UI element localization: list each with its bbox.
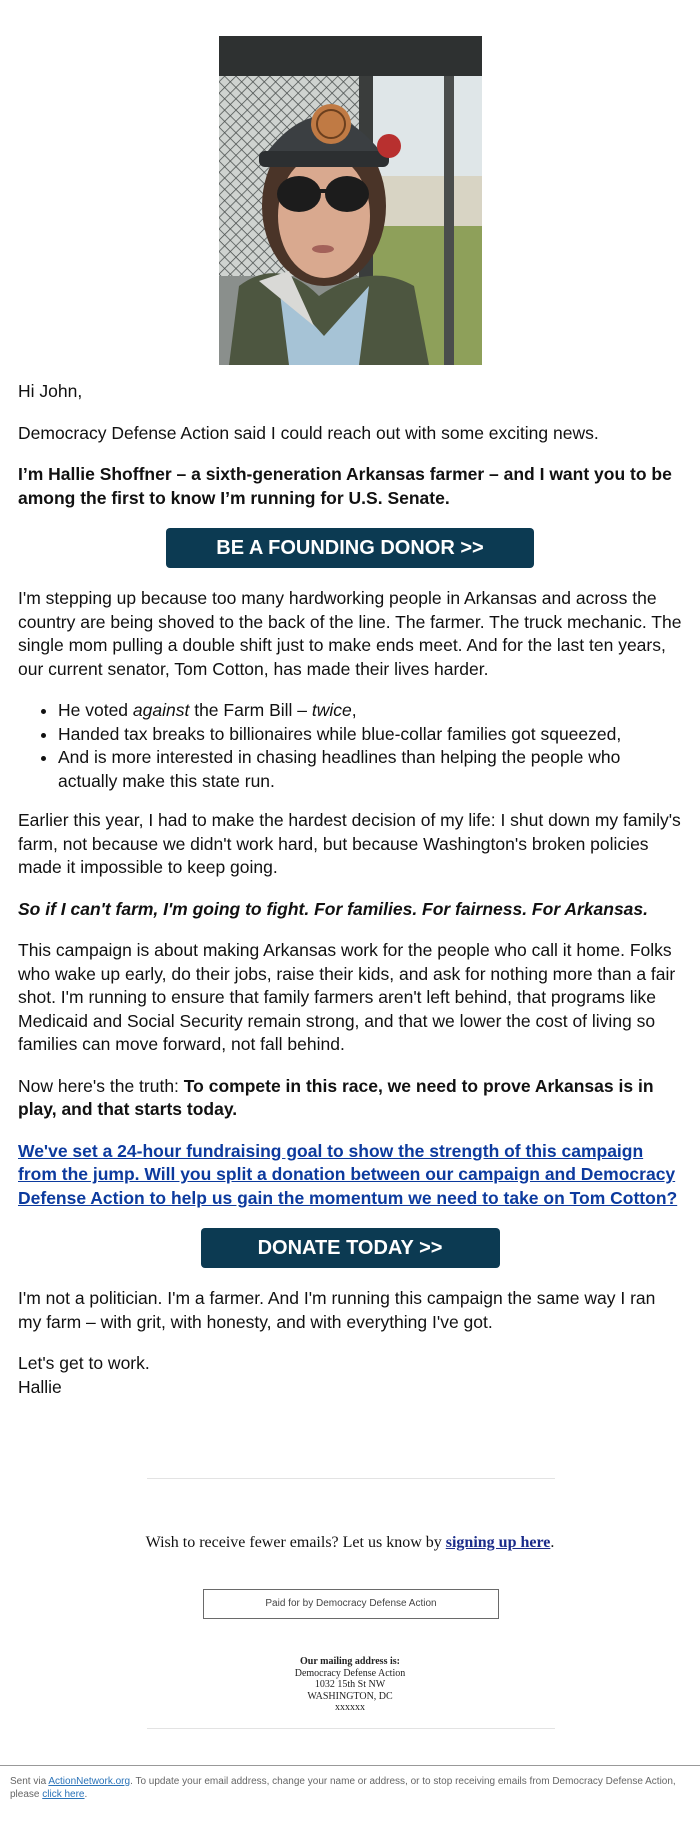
paid-for-box: Paid for by Democracy Defense Action [203, 1589, 499, 1619]
list-item: • Handed tax breaks to billionaires while blue-collar families got squeezed, [58, 723, 682, 747]
actionnetwork-link[interactable]: ActionNetwork.org [48, 1776, 131, 1787]
cotton-record-list [18, 699, 682, 793]
founding-donor-button[interactable]: BE A FOUNDING DONOR >> [166, 528, 534, 568]
ask-paragraph [18, 1140, 682, 1211]
divider [147, 1478, 555, 1479]
donation-ask-link[interactable]: We've set a 24-hour fundraising goal to show the strength of this campaign from the jump. Will you split a donation between our campaign and Democracy Defense Action to help us gain the momentum we need to take on Tom Cotton? [18, 1140, 678, 1208]
farmer-paragraph: I'm not a politician. I'm a farmer. And I'm running this campaign the same way I ran my farm – with grit, with honesty, and with everything I've got. [18, 1288, 656, 1332]
list-item: • He voted against the Farm Bill – twice, [58, 699, 682, 723]
click-here-link[interactable]: click here [42, 1789, 85, 1800]
donate-today-button[interactable]: DONATE TODAY >> [201, 1228, 500, 1268]
divider [147, 1728, 555, 1729]
campaign-paragraph: This campaign is about making Arkansas work for the people who call it home. Folks who wake up early, do their jobs, raise their kids, and ask for nothing more than a fair shot. I'm running to ensure that family farmers aren't left behind, that programs like Medicaid and Social Security remain strong, and that we lower the cost of living so families can move forward, not fall behind. [18, 940, 676, 1054]
email-body [18, 380, 682, 1417]
intro-paragraph: Democracy Defense Action said I could reach out with some exciting news. [18, 422, 599, 443]
reason-paragraph: I'm stepping up because too many hardworking people in Arkansas and across the country are being shoved to the back of the line. The farmer. The truck mechanic. The single mom pulling a double shift just to make ends meet. And for the last ten years, our current senator, Tom Cotton, has made their lives harder. [18, 588, 682, 679]
candidate-photo [219, 36, 482, 365]
fewer-emails-note: Wish to receive fewer emails? Let us know by signing up here. [145, 1534, 555, 1551]
greeting: Hi John, [18, 381, 83, 401]
announcement: I’m Hallie Shoffner – a sixth-generation Arkansas farmer – and I want you to be among the first to know I’m running for U.S. Senate. [18, 464, 672, 508]
list-item: • And is more interested in chasing headlines than helping the people who actually make this state run. [58, 746, 682, 793]
farm-paragraph: Earlier this year, I had to make the hardest decision of my life: I shut down my family's farm, not because we didn't work hard, but because Washington's broken policies made it impossible to keep going. [18, 810, 681, 877]
truth-paragraph: Now here's the truth: To compete in this race, we need to prove Arkansas is in play, and that starts today. [18, 1075, 654, 1119]
footer-divider [0, 1765, 700, 1766]
fight-statement: So if I can't farm, I'm going to fight. For families. For fairness. For Arkansas. [18, 898, 648, 919]
sign-off: Let's get to work. Hallie [18, 1353, 150, 1397]
action-network-footer: Sent via ActionNetwork.org. To update your email address, change your name or address, or to stop receiving emails from Democracy Defense Action, please click here. [10, 1776, 676, 1800]
signing-up-link[interactable]: signing up here [445, 1534, 551, 1551]
mailing-address: Our mailing address is: Democracy Defense Action 1032 15th St NW WASHINGTON, DC xxxxxx [294, 1656, 406, 1713]
